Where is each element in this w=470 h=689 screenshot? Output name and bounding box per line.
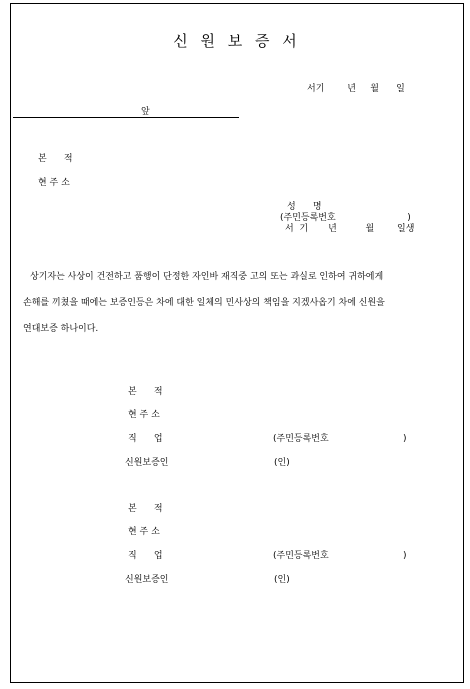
guarantor2-domicile-label: 본 적 bbox=[128, 504, 163, 514]
principal-domicile-label: 본 적 bbox=[38, 154, 73, 164]
guarantor2-title-label: 신원보증인 bbox=[125, 575, 169, 585]
guarantor2-address-label: 현 주 소 bbox=[128, 527, 160, 537]
principal-address-label: 현 주 소 bbox=[38, 178, 70, 188]
statement-line-3: 연대보증 하나이다. bbox=[23, 324, 99, 334]
guarantor2-job-label: 직 업 bbox=[128, 551, 163, 561]
recipient-underline bbox=[13, 117, 239, 118]
recipient-suffix: 앞 bbox=[141, 107, 150, 117]
guarantor1-domicile-label: 본 적 bbox=[128, 387, 163, 397]
principal-birth-label: 서 기 년 월 일생 bbox=[285, 224, 415, 234]
guarantor2-seal-label: (인) bbox=[274, 575, 290, 585]
guarantor2-id-label: (주민등록번호 ) bbox=[273, 551, 407, 561]
document-page bbox=[10, 3, 464, 683]
guarantor1-job-label: 직 업 bbox=[128, 434, 163, 444]
principal-name-label: 성 명 bbox=[287, 202, 322, 212]
guarantor1-id-label: (주민등록번호 ) bbox=[273, 434, 407, 444]
document-title: 신 원 보 증 서 bbox=[173, 32, 301, 50]
guarantor1-seal-label: (인) bbox=[274, 458, 290, 468]
date-line: 서기 년 월 일 bbox=[307, 84, 405, 94]
statement-line-1: 상기자는 사상이 건전하고 품행이 단정한 자인바 재직중 고의 또는 과실로 인하여 귀하에게 bbox=[30, 272, 384, 282]
guarantor1-address-label: 현 주 소 bbox=[128, 410, 160, 420]
principal-id-label: (주민등록번호 ) bbox=[280, 213, 411, 223]
guarantor1-title-label: 신원보증인 bbox=[125, 458, 169, 468]
statement-line-2: 손해를 끼쳤을 때에는 보증인등은 차에 대한 일체의 민사상의 책임을 지겠사옵기 차에 신원을 bbox=[23, 298, 385, 308]
